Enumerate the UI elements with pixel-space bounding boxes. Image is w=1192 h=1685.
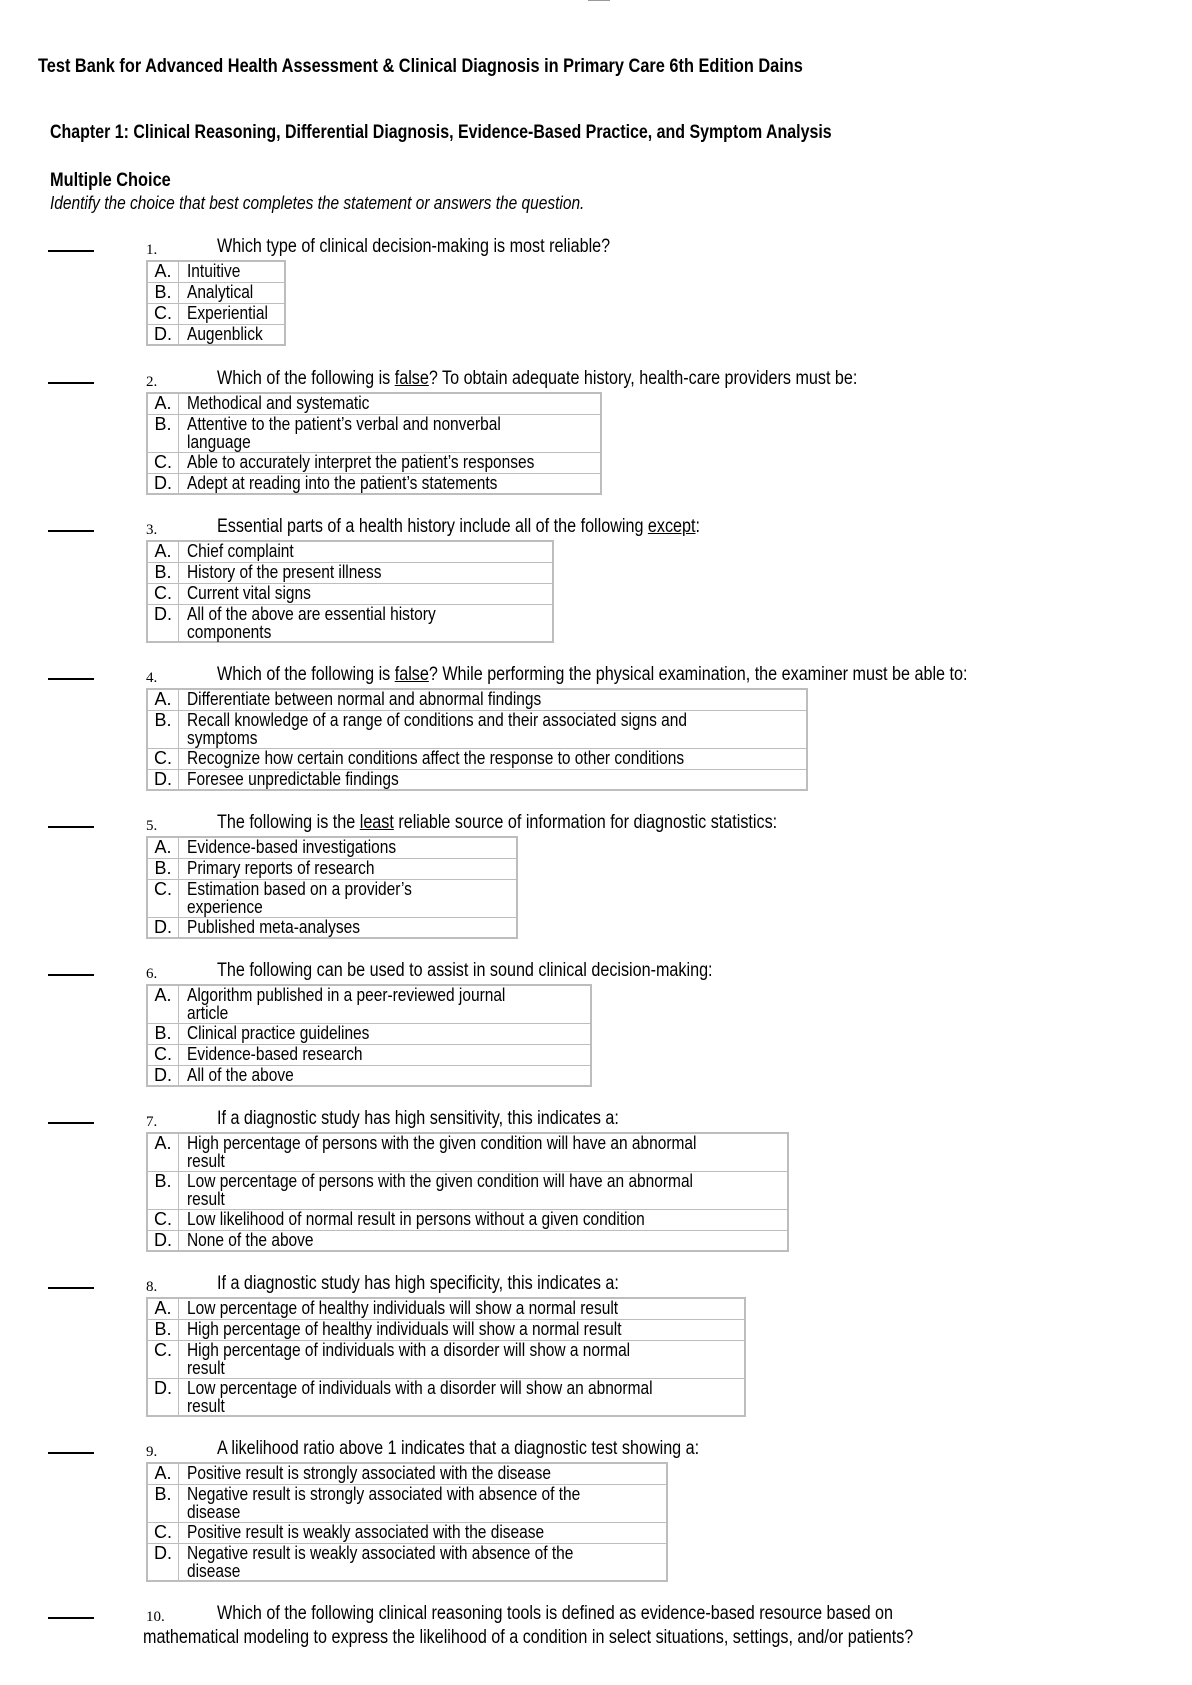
choice-row[interactable]: [147, 1319, 745, 1340]
choice-letter: D.: [147, 1543, 179, 1581]
choice-row[interactable]: [147, 452, 601, 473]
choice-row[interactable]: [147, 414, 601, 452]
section-instructions: Identify the choice that best completes the statement or answers the question.: [50, 193, 585, 213]
choice-row[interactable]: [147, 1298, 745, 1319]
choice-letter: A.: [147, 261, 179, 282]
choice-row[interactable]: [147, 1378, 745, 1416]
choice-row[interactable]: [147, 1543, 667, 1581]
choice-row[interactable]: [147, 1065, 591, 1086]
choice-text: Methodical and systematic: [179, 393, 602, 414]
choice-letter: B.: [147, 282, 179, 303]
choice-text: Current vital signs: [179, 583, 554, 604]
choice-text: Low likelihood of normal result in persons without a given condition: [179, 1209, 789, 1230]
choice-row[interactable]: [147, 1044, 591, 1065]
choice-letter: A.: [147, 541, 179, 562]
choice-row[interactable]: [147, 393, 601, 414]
choice-letter: C.: [147, 583, 179, 604]
question-stem: If a diagnostic study has high specificity, this indicates a:: [217, 1273, 619, 1294]
choice-row[interactable]: [147, 837, 517, 858]
choice-letter: C.: [147, 748, 179, 769]
choice-letter: A.: [147, 1463, 179, 1484]
choice-letter: C.: [147, 1044, 179, 1065]
question-number: 5.: [146, 818, 158, 834]
choice-text: Augenblick: [179, 324, 286, 345]
choice-row[interactable]: [147, 1484, 667, 1522]
question-number: 2.: [146, 374, 158, 390]
choice-table: [146, 260, 286, 346]
page-top-mark: [588, 0, 610, 1]
choice-row[interactable]: [147, 1209, 788, 1230]
choice-text: Attentive to the patient’s verbal and nonverbal language: [179, 414, 602, 452]
choice-row[interactable]: [147, 562, 553, 583]
question-stem: A likelihood ratio above 1 indicates that a diagnostic test showing a:: [217, 1438, 700, 1459]
choice-letter: C.: [147, 1522, 179, 1543]
choice-text: Published meta-analyses: [179, 917, 518, 938]
choice-letter: A.: [147, 689, 179, 710]
answer-blank[interactable]: [48, 1287, 94, 1289]
choice-table: [146, 392, 602, 495]
answer-blank[interactable]: [48, 1122, 94, 1124]
choice-text: Differentiate between normal and abnormal findings: [179, 689, 808, 710]
choice-letter: C.: [147, 1209, 179, 1230]
choice-text: Evidence-based research: [179, 1044, 592, 1065]
choice-text: Able to accurately interpret the patient’s responses: [179, 452, 602, 473]
question-number: 4.: [146, 670, 158, 686]
choice-letter: B.: [147, 562, 179, 583]
answer-blank[interactable]: [48, 974, 94, 976]
answer-blank[interactable]: [48, 826, 94, 828]
answer-blank[interactable]: [48, 530, 94, 532]
choice-text: Low percentage of persons with the given condition will have an abnormal result: [179, 1171, 789, 1209]
choice-letter: A.: [147, 393, 179, 414]
choice-table: [146, 1297, 746, 1417]
choice-table: [146, 688, 808, 791]
choice-letter: C.: [147, 879, 179, 917]
choice-text: Adept at reading into the patient’s statements: [179, 473, 602, 494]
choice-letter: B.: [147, 414, 179, 452]
choice-text: Low percentage of healthy individuals will show a normal result: [179, 1298, 746, 1319]
emphasis-word: except: [647, 516, 696, 537]
choice-letter: A.: [147, 837, 179, 858]
choice-text: Experiential: [179, 303, 286, 324]
choice-letter: C.: [147, 452, 179, 473]
choice-table: [146, 540, 554, 643]
answer-blank[interactable]: [48, 250, 94, 252]
choice-row[interactable]: [147, 748, 807, 769]
choice-row[interactable]: [147, 303, 285, 324]
emphasis-word: least: [359, 812, 394, 833]
choice-table: [146, 1132, 789, 1252]
choice-row[interactable]: [147, 282, 285, 303]
question-stem: If a diagnostic study has high sensitivity, this indicates a:: [217, 1108, 619, 1129]
choice-letter: A.: [147, 1298, 179, 1319]
question-stem: The following can be used to assist in sound clinical decision-making:: [217, 960, 713, 981]
choice-row[interactable]: [147, 1340, 745, 1378]
emphasis-word: false: [394, 664, 429, 685]
choice-text: High percentage of individuals with a disorder will show a normal result: [179, 1340, 746, 1378]
choice-row[interactable]: [147, 1522, 667, 1543]
choice-row[interactable]: [147, 769, 807, 790]
choice-text: Primary reports of research: [179, 858, 518, 879]
choice-row[interactable]: [147, 1023, 591, 1044]
choice-letter: A.: [147, 1133, 179, 1171]
choice-text: All of the above: [179, 1065, 592, 1086]
question-stem-continued: mathematical modeling to express the likelihood of a condition in select situations, settings, and/or patients?: [143, 1627, 914, 1648]
choice-row[interactable]: [147, 710, 807, 748]
choice-letter: B.: [147, 858, 179, 879]
emphasis-word: false: [394, 368, 429, 389]
answer-blank[interactable]: [48, 678, 94, 680]
question-stem: Which of the following clinical reasoning tools is defined as evidence-based resource based on: [217, 1603, 894, 1624]
choice-letter: D.: [147, 917, 179, 938]
section-heading: Multiple Choice: [50, 170, 171, 191]
choice-text: All of the above are essential history components: [179, 604, 554, 642]
choice-text: None of the above: [179, 1230, 789, 1251]
choice-letter: B.: [147, 710, 179, 748]
choice-row[interactable]: [147, 689, 807, 710]
choice-row[interactable]: [147, 879, 517, 917]
document-title: Test Bank for Advanced Health Assessment & Clinical Diagnosis in Primary Care 6th Edition Dains: [38, 56, 803, 77]
question-number: 8.: [146, 1279, 158, 1295]
question-number: 7.: [146, 1114, 158, 1130]
choice-row[interactable]: [147, 1133, 788, 1171]
choice-letter: D.: [147, 473, 179, 494]
choice-text: Evidence-based investigations: [179, 837, 518, 858]
choice-text: History of the present illness: [179, 562, 554, 583]
choice-text: Chief complaint: [179, 541, 554, 562]
choice-text: Foresee unpredictable findings: [179, 769, 808, 790]
choice-row[interactable]: [147, 324, 285, 345]
choice-letter: B.: [147, 1319, 179, 1340]
choice-row[interactable]: [147, 1171, 788, 1209]
choice-letter: D.: [147, 1378, 179, 1416]
question-stem: Which of the following is false? While performing the physical examination, the examiner must be able to:: [217, 664, 968, 685]
choice-text: High percentage of healthy individuals will show a normal result: [179, 1319, 746, 1340]
choice-row[interactable]: [147, 261, 285, 282]
choice-letter: B.: [147, 1023, 179, 1044]
choice-letter: C.: [147, 1340, 179, 1378]
question-number: 6.: [146, 966, 158, 982]
choice-text: Intuitive: [179, 261, 286, 282]
choice-row[interactable]: [147, 858, 517, 879]
choice-table: [146, 836, 518, 939]
choice-row[interactable]: [147, 541, 553, 562]
question-stem: Which of the following is false? To obtain adequate history, health-care providers must be:: [217, 368, 858, 389]
choice-letter: D.: [147, 604, 179, 642]
answer-blank[interactable]: [48, 1452, 94, 1454]
choice-row[interactable]: [147, 917, 517, 938]
answer-blank[interactable]: [48, 1617, 94, 1619]
choice-letter: B.: [147, 1171, 179, 1209]
choice-letter: B.: [147, 1484, 179, 1522]
choice-table: [146, 984, 592, 1087]
choice-row[interactable]: [147, 583, 553, 604]
question-number: 10.: [146, 1609, 165, 1625]
choice-text: Estimation based on a provider’s experience: [179, 879, 518, 917]
choice-text: Analytical: [179, 282, 286, 303]
choice-row[interactable]: [147, 1230, 788, 1251]
choice-row[interactable]: [147, 604, 553, 642]
question-number: 1.: [146, 242, 158, 258]
question-number: 9.: [146, 1444, 158, 1460]
choice-text: Negative result is weakly associated with absence of the disease: [179, 1543, 668, 1581]
choice-row[interactable]: [147, 473, 601, 494]
choice-table: [146, 1462, 668, 1582]
question-number: 3.: [146, 522, 158, 538]
choice-letter: A.: [147, 985, 179, 1023]
chapter-heading: Chapter 1: Clinical Reasoning, Differential Diagnosis, Evidence-Based Practice, and Symptom Analysis: [50, 122, 832, 143]
question-stem: Essential parts of a health history include all of the following except:: [217, 516, 700, 537]
choice-text: Recognize how certain conditions affect the response to other conditions: [179, 748, 808, 769]
choice-letter: D.: [147, 324, 179, 345]
answer-blank[interactable]: [48, 382, 94, 384]
choice-row[interactable]: [147, 985, 591, 1023]
choice-letter: D.: [147, 1230, 179, 1251]
choice-letter: D.: [147, 769, 179, 790]
choice-letter: C.: [147, 303, 179, 324]
choice-text: Positive result is weakly associated with the disease: [179, 1522, 668, 1543]
choice-row[interactable]: [147, 1463, 667, 1484]
choice-text: Low percentage of individuals with a disorder will show an abnormal result: [179, 1378, 746, 1416]
choice-text: High percentage of persons with the given condition will have an abnormal result: [179, 1133, 789, 1171]
choice-text: Negative result is strongly associated with absence of the disease: [179, 1484, 668, 1522]
choice-text: Recall knowledge of a range of conditions and their associated signs and symptoms: [179, 710, 808, 748]
choice-text: Positive result is strongly associated with the disease: [179, 1463, 668, 1484]
choice-text: Algorithm published in a peer-reviewed journal article: [179, 985, 592, 1023]
question-stem: The following is the least reliable source of information for diagnostic statistics:: [217, 812, 778, 833]
choice-letter: D.: [147, 1065, 179, 1086]
question-stem: Which type of clinical decision-making is most reliable?: [217, 236, 611, 257]
choice-text: Clinical practice guidelines: [179, 1023, 592, 1044]
